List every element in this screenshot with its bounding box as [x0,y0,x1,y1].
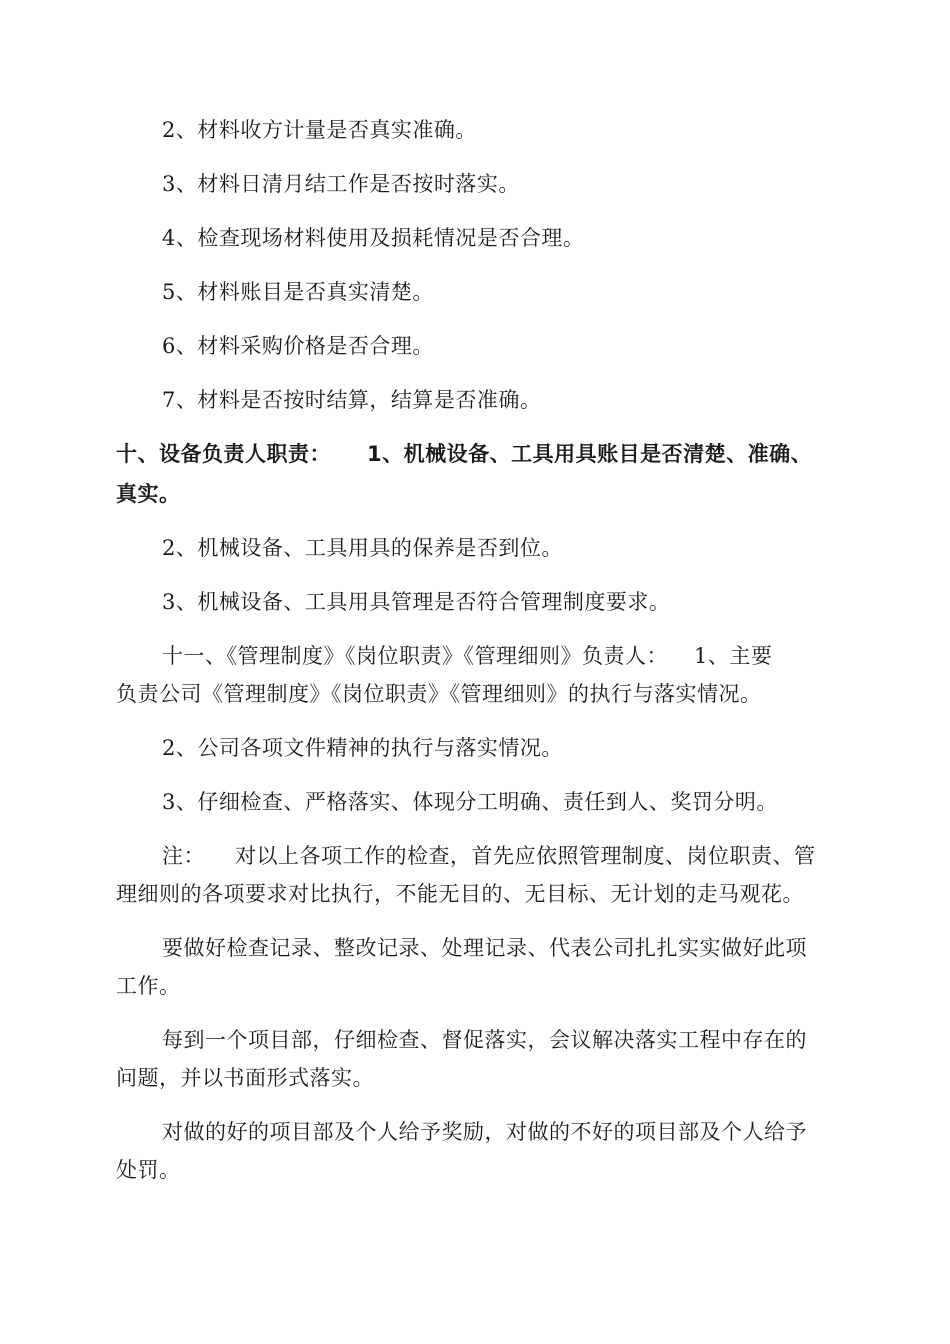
section-heading-10-cont: 真实。 [116,482,181,506]
note-paragraph-cont: 理细则的各项要求对比执行，不能无目的、无目标、无计划的走马观花。 [116,882,804,906]
paragraph-equipment-2: 2、机械设备、工具用具的保养是否到位。 [162,536,563,560]
note-label: 注： [162,844,205,868]
section-heading-11 [162,641,772,671]
paragraph-rewards-cont: 处罚。 [116,1158,181,1182]
paragraph-records-cont: 工作。 [116,974,181,998]
paragraph-records: 要做好检查记录、整改记录、处理记录、代表公司扎扎实实做好此项 [162,936,807,960]
section-heading-10 [116,439,812,469]
paragraph-rules-2: 2、公司各项文件精神的执行与落实情况。 [162,736,563,760]
section-heading-11-title: 十一、《管理制度》《岗位职责》《管理细则》负责人： [162,644,668,668]
paragraph-item-4: 4、检查现场材料使用及损耗情况是否合理。 [162,226,585,250]
paragraph-project-visit: 每到一个项目部，仔细检查、督促落实，会议解决落实工程中存在的 [162,1028,807,1052]
section-heading-10-title: 十、设备负责人职责： [116,442,331,466]
paragraph-item-2: 2、材料收方计量是否真实准确。 [162,118,477,142]
section-heading-11-item-1: 1、主要 [694,644,773,668]
section-heading-11-cont: 负责公司《管理制度》《岗位职责》《管理细则》的执行与落实情况。 [116,682,762,706]
paragraph-item-6: 6、材料采购价格是否合理。 [162,334,434,358]
paragraph-project-visit-cont: 问题，并以书面形式落实。 [116,1066,374,1090]
paragraph-rewards: 对做的好的项目部及个人给予奖励，对做的不好的项目部及个人给予 [162,1120,807,1144]
section-heading-10-item-1: 1、机械设备、工具用具账目是否清楚、准确、 [367,442,813,466]
note-text: 对以上各项工作的检查，首先应依照管理制度、岗位职责、管 [235,844,816,868]
paragraph-item-7: 7、材料是否按时结算，结算是否准确。 [162,388,542,412]
paragraph-item-3: 3、材料日清月结工作是否按时落实。 [162,172,520,196]
note-paragraph [162,841,816,871]
paragraph-rules-3: 3、仔细检查、严格落实、体现分工明确、责任到人、奖罚分明。 [162,790,778,814]
paragraph-equipment-3: 3、机械设备、工具用具管理是否符合管理制度要求。 [162,590,671,614]
paragraph-item-5: 5、材料账目是否真实清楚。 [162,280,434,304]
